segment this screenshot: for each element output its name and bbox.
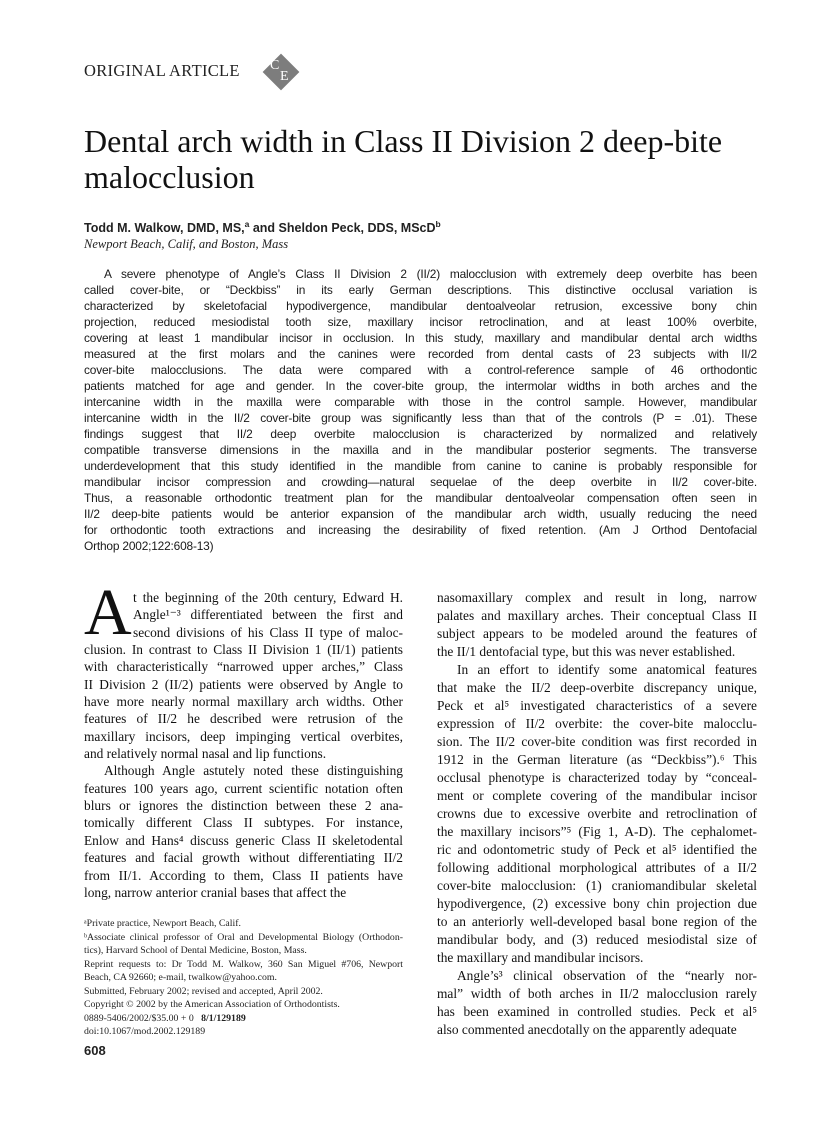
text-line: covering at least 1 mandibular incisor in occlusion. In this study, maxillary and mandibular dental arch widths — [84, 331, 757, 345]
page-number: 608 — [84, 1043, 106, 1058]
text-line: measured at the first molars and the canines were recorded from dental casts of 23 subjects with II/2 — [84, 347, 757, 361]
text-line: with characteristically “narrowed upper arches,” Class — [84, 659, 403, 675]
text-line: nasomaxillary complex and result in long, narrow — [437, 590, 757, 605]
author-1-footnote-mark: a — [244, 219, 250, 229]
doi: doi:10.1067/mod.2002.129189 — [84, 1026, 206, 1037]
text-line: patients matched for age and gender. In the cover-bite group, the intermolar widths in both arches and the — [84, 379, 757, 393]
text-line: projection, reduced mesiodistal tooth size, maxillary incisor retroclination, and at least 100% overbite, — [84, 315, 757, 329]
author-1: Todd M. Walkow, DMD, MS, — [84, 221, 245, 236]
badge-letter-c: C — [270, 58, 280, 73]
text-line: intercanine width in the II/2 cover-bite group was significantly less than that of the controls (P = .01). These — [84, 411, 757, 425]
text-line: underdevelopment that this study identified in the mandible from canine to canine is probably responsible for — [84, 459, 757, 473]
text-line: the maxillary incisors”⁵ (Fig 1, A-D). The cephalomet- — [437, 824, 757, 839]
text-line: Beach, CA 92660; e-mail, twalkow@yahoo.com. — [84, 972, 277, 983]
issn-price: 0889-5406/2002/$35.00 + 0 — [84, 1012, 194, 1024]
text-line: II Division 2 (II/2) patients were observed by Angle to — [84, 676, 403, 692]
text-line: tics), Harvard School of Dental Medicine, Boston, Mass. — [84, 945, 307, 956]
text-line: called cover-bite, or “Deckbiss” in its early German descriptions. This distinctive occlusal variation is — [84, 283, 757, 297]
text-line: ᵇAssociate clinical professor of Oral and Developmental Biology (Orthodon- — [84, 931, 403, 943]
text-line: features of II/2 he described were retrusion of the — [84, 711, 403, 727]
abstract — [84, 266, 757, 554]
text-line: palates and maxillary arches. Their conceptual Class II — [437, 608, 757, 623]
text-line: ment or complete covering of the mandibular incisor — [437, 788, 757, 803]
text-line: In an effort to identify some anatomical features — [457, 662, 757, 677]
text-line: to an anteriorly well-developed basal bone region of the — [437, 914, 757, 929]
text-line: that make the II/2 deep-overbite discrepancy unique, — [437, 680, 757, 695]
text-line: Orthop 2002;122:608-13) — [84, 539, 214, 553]
author-2: Sheldon Peck, DDS, MScD — [278, 221, 436, 236]
text-line: Although Angle astutely noted these distinguishing — [104, 763, 403, 779]
text-line: intercanine width in the maxilla were comparable with those in the control sample. However, mandibular — [84, 395, 757, 409]
text-line: ᵃPrivate practice, Newport Beach, Calif. — [84, 918, 241, 929]
text-line: long, narrow anterior cranial bases that affect the — [84, 884, 347, 900]
drop-cap: A — [84, 576, 132, 649]
authors — [84, 219, 441, 235]
text-line: crowns due to excessive overbite and retroclination of — [437, 806, 757, 821]
text-line: the II/1 dentofacial type, but this was never established. — [437, 644, 736, 659]
text-line: findings suggest that II/2 deep overbite malocclusion is characterized by normalized and relatively — [84, 427, 757, 441]
text-line: Thus, a reasonable orthodontic treatment plan for the mandibular dentoalveolar compensation often seen in — [84, 491, 757, 505]
text-line: compatible transverse dimensions in the maxilla and in the mandibular posterior segments. The transverse — [84, 443, 757, 457]
text-line: have more nearly normal maxillary arch widths. Other — [84, 694, 403, 710]
text-line: blurs or ignores the distinction between these 2 ana- — [84, 798, 403, 814]
text-line: from II/1. According to them, Class II patients have — [84, 867, 403, 883]
text-line: cover-bite malocclusions. The data were compared with a control-reference sample of 46 orthodontic — [84, 363, 757, 377]
text-line: features 100 years ago, current scientific notation often — [84, 780, 403, 796]
text-line: mandibular incisor compression and crowding—natural sequelae of the deep overbite in II/2 cover-bite. — [84, 475, 757, 489]
text-line: mandibular body, and (3) reduced mesiodistal size of — [437, 932, 757, 947]
text-line: II/2 deep-bite patients would be anterior expansion of the mandibular arch width, usually reducing the need — [84, 507, 757, 521]
text-line: hypodivergence, (2) excessive bony chin projection due — [437, 896, 757, 911]
text-line: ric and odontometric study of Peck et al⁵ identified the — [437, 842, 757, 857]
text-line: features and facial growth without differentiating II/2 — [84, 850, 403, 866]
text-line: characterized by skeletofacial hypodivergence, mandibular dentoalveolar retrusion, excessive bony chin — [84, 299, 757, 313]
footnote-list — [84, 917, 403, 1012]
text-line: occlusal phenotype is characterized today by “conceal- — [437, 770, 757, 785]
body-column-left — [84, 589, 403, 901]
issn-code: 8/1/129189 — [201, 1012, 246, 1024]
affiliation: Newport Beach, Calif, and Boston, Mass — [84, 237, 289, 251]
text-line: expression of II/2 overbite: the cover-bite malocclu- — [437, 716, 757, 731]
text-line: t the beginning of the 20th century, Edward H. — [133, 590, 403, 605]
text-line: subject appears to be modeled around the features of — [437, 626, 757, 641]
badge-letter-e: E — [280, 69, 289, 84]
text-line: sion. The II/2 cover-bite condition was first recorded in — [437, 734, 757, 749]
text-line: 1912 in the German literature (as “Deckbiss”).⁶ This — [437, 752, 757, 767]
authors-conjunction: and — [249, 221, 279, 236]
text-line: Enlow and Hans⁴ discuss generic Class II skeletodental — [84, 832, 403, 848]
text-line: the maxillary and mandibular incisors. — [437, 950, 644, 965]
ce-badge-logo — [262, 53, 300, 91]
text-line: mal” width of both arches in II/2 malocclusion rarely — [437, 986, 757, 1001]
text-line: A severe phenotype of Angle’s Class II Division 2 (II/2) malocclusion with extremely deep overbite has been — [104, 267, 757, 281]
text-line: also commented anecdotally on the apparently adequate — [437, 1022, 737, 1037]
section-label: ORIGINAL ARTICLE — [84, 61, 240, 80]
article-title: Dental arch width in Class II Division 2 deep-bite malocclusion — [84, 123, 723, 195]
text-line: Angle’s³ clinical observation of the “nearly nor- — [457, 968, 757, 983]
footnotes — [84, 917, 403, 1039]
text-line: Submitted, February 2002; revised and accepted, April 2002. — [84, 985, 323, 997]
text-line: tomically different Class II subtypes. For instance, — [84, 815, 403, 831]
author-2-footnote-mark: b — [435, 219, 441, 229]
text-line: maxillary incisors, deep impinging vertical overbites, — [84, 728, 403, 744]
text-line: and relatively normal nasal and lip functions. — [84, 746, 327, 762]
text-line: cover-bite malocclusion: (1) craniomandibular skeletal — [437, 878, 757, 893]
text-line: Angle¹⁻³ differentiated between the first and — [133, 607, 403, 623]
text-line: for orthodontic tooth extractions and increasing the desirability of fixed retention. (Am J Orthod Dentofacial — [84, 523, 757, 537]
body-column-right — [437, 589, 757, 1039]
text-line: second divisions of his Class II type of maloc- — [133, 624, 403, 640]
text-line: following additional morphological attributes of a II/2 — [437, 860, 757, 875]
text-line: Copyright © 2002 by the American Association of Orthodontists. — [84, 999, 340, 1010]
text-line: has been examined in controlled studies. Peck et al⁵ — [437, 1004, 757, 1019]
text-line: Reprint requests to: Dr Todd M. Walkow, 360 San Miguel #706, Newport — [84, 958, 403, 970]
text-line: clusion. In contrast to Class II Division 1 (II/1) patients — [84, 642, 403, 658]
text-line: Peck et al⁵ investigated characteristics of a severe — [437, 698, 757, 713]
issn-line — [84, 1012, 403, 1026]
